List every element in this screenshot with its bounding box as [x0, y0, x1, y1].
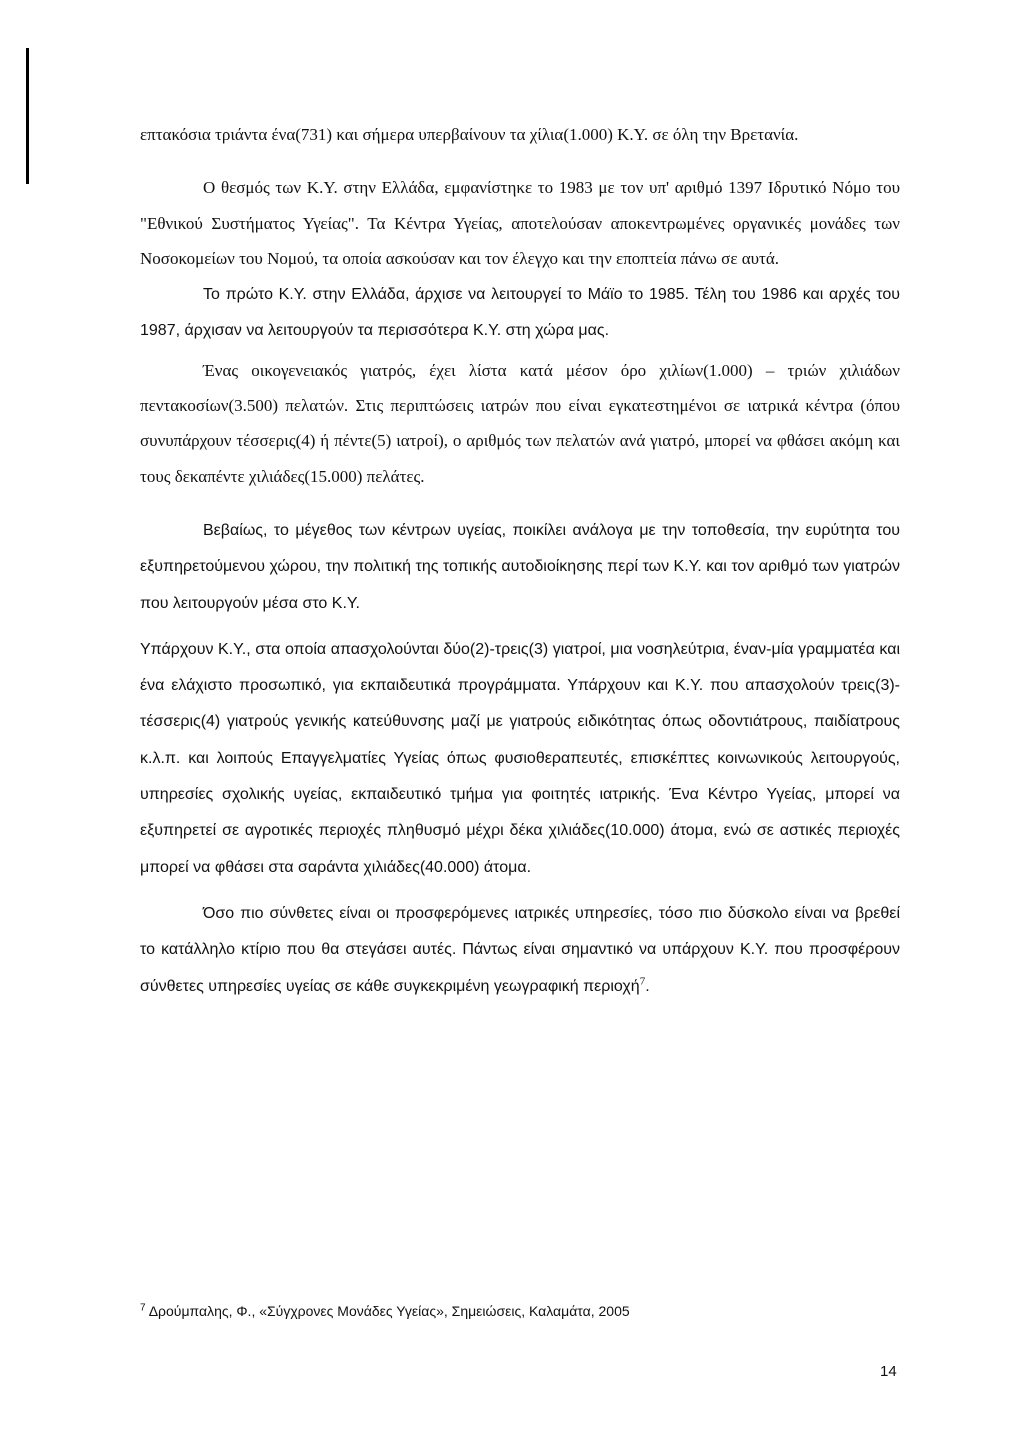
paragraph-6 [140, 631, 900, 885]
paragraph-3 [140, 276, 900, 349]
paragraph-5-text: Βεβαίως, το μέγεθος των κέντρων υγείας, ποικίλει ανάλογα με την τοποθεσία, την ευρύτητα του εξυπηρετούμενου χώρου, την πολιτική της τοπικής αυτοδιοίκησης περί των Κ.Υ. και τον αριθμό των γιατρών που λειτουργούν μέσα στο Κ.Υ. [140, 521, 900, 612]
page-body [140, 117, 900, 1004]
paragraph-7: Όσο πιο σύνθετες είναι οι προσφερόμενες ιατρικές υπηρεσίες, τόσο πιο δύσκολο είναι να βρεθεί το κατάλληλο κτίριο που θα στεγάσει αυτές. Πάντως είναι σημαντικό να υπάρχουν Κ.Υ. που προσφέρουν σύνθετες υπηρεσίες υγείας σε κάθε συγκεκριμένη γεωγραφική περιοχή$^7$. [140, 904, 900, 995]
footnote-text: Δρούμπαλης, Φ., «Σύγχρονες Μονάδες Υγείας», Σημειώσεις, Καλαμάτα, 2005 [148, 1303, 630, 1319]
footnote-reference: 7 [639, 974, 646, 987]
paragraph-2: Ο θεσμός των Κ.Υ. στην Ελλάδα, εμφανίστηκε το 1983 με τον υπ' αριθμό 1397 Ιδρυτικό Νόμο του "Εθνικού Συστήματος Υγείας". Τα Κέντρα Υγείας, αποτελούσαν αποκεντρωμένες οργανικές μονάδες των Νοσοκομείων του Νομού, τα οποία ασκούσαν και τον έλεγχο και την εποπτεία πάνω σε αυτά. [140, 178, 900, 268]
paragraph-6-text: Υπάρχουν Κ.Υ., στα οποία απασχολούνται δύο(2)-τρεις(3) γιατροί, μια νοσηλεύτρια, έναν-μία γραμματέα και ένα ελάχιστο προσωπικό, για εκπαιδευτικά προγράμματα. Υπάρχουν και Κ.Υ. που απασχολούν τρεις(3)-τέσσερις(4) γιατρούς γενικής κατεύθυνσης μαζί με γιατρούς ειδικότητας όπως οδοντιάτρους, παιδίατρους κ.λ.π. και λοιπούς Επαγγελματίες Υγείας όπως φυσιοθεραπευτές, επισκέπτες κοινωνικούς λειτουργούς, υπηρεσίες σχολικής υγείας, εκπαιδευτικό τμήμα για φοιτητές ιατρικής. Ένα Κέντρο Υγείας, μπορεί να εξυπηρετεί σε αγροτικές περιοχές πληθυσμό μέχρι δέκα χιλιάδες(10.000) άτομα, ενώ σε αστικές περιοχές μπορεί να φθάσει στα σαράντα χιλιάδες(40.000) άτομα. [140, 640, 900, 876]
paragraph-7-text: Όσο πιο σύνθετες είναι οι προσφερόμενες ιατρικές υπηρεσίες, τόσο πιο δύσκολο είναι να βρεθεί το κατάλληλο κτίριο που θα στεγάσει αυτές. Πάντως είναι σημαντικό να υπάρχουν Κ.Υ. που προσφέρουν σύνθετες υπηρεσίες υγείας σε κάθε συγκεκριμένη γεωγραφική περιοχή [140, 904, 900, 995]
paragraph-3-text: Το πρώτο Κ.Υ. στην Ελλάδα, άρχισε να λειτουργεί το Μάϊο το 1985. Τέλη του 1986 και αρχές του 1987, άρχισαν να λειτουργούν τα περισσότερα Κ.Υ. στη χώρα μας. [140, 286, 900, 340]
footnote [140, 1303, 630, 1319]
paragraph-1: επτακόσια τριάντα ένα(731) και σήμερα υπερβαίνουν τα χίλια(1.000) Κ.Υ. σε όλη την Βρετανία. [140, 125, 799, 144]
paragraph-5 [140, 512, 900, 621]
margin-bar [26, 48, 29, 184]
paragraph-4: Ένας οικογενειακός γιατρός, έχει λίστα κατά μέσον όρο χιλίων(1.000) – τριών χιλιάδων πεντακοσίων(3.500) πελατών. Στις περιπτώσεις ιατρών που είναι εγκατεστημένοι σε ιατρικά κέντρα (όπου συνυπάρχουν τέσσερις(4) ή πέντε(5) ιατροί), ο αριθμός των πελατών ανά γιατρό, μπορεί να φθάσει ακόμη και τους δεκαπέντε χιλιάδες(15.000) πελάτες. [140, 360, 900, 486]
page-number: 14 [880, 1363, 897, 1380]
footnote-number: 7 [140, 1302, 146, 1314]
